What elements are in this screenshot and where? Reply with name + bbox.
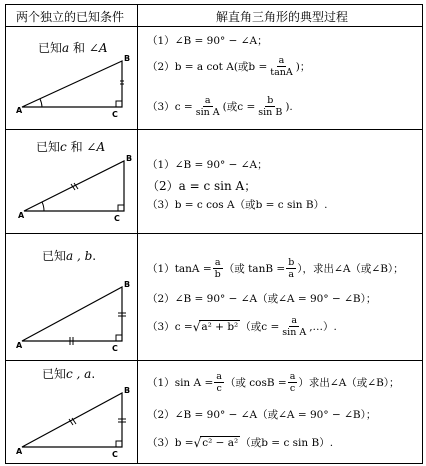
solution-table [5,4,423,464]
condition-row-1: 已知a 和 ∠A [38,41,108,55]
step-3-3: （3） c = √ a² + b² （或c = $\frac{a}{\text{sin A}}$ ,…）. [147,315,337,338]
step-2-2: （2） a = c sin A； [147,179,257,193]
row-divider [6,360,422,361]
triangle-diagram-3 [16,280,131,353]
row-divider [6,233,422,234]
triangle-diagram-2 [18,154,133,223]
step-3-2: （2） ∠B = 90° − ∠A（或∠A = 90° − ∠B）； [147,293,377,305]
step-2-1: （1） ∠B = 90° − ∠A； [147,159,268,171]
step-1-2: （2） b = a cot A(或b = $\frac{a}{\tan A}$ )； [147,55,311,78]
step-2-3: （3） b = c cos A（或b = c sin B）. [147,199,328,211]
step-4-1: （1） sin A = $\frac{a}{c}$ （或 cosB = $\frac{a}{c}$ ）求出∠A（或∠B）； [147,371,400,394]
condition-row-3: 已知a , b. [42,249,97,263]
condition-row-2: 已知c 和 ∠A [36,140,106,154]
column-divider [137,5,138,463]
vertex-b-label: B [124,386,131,395]
row-divider [6,129,422,130]
triangle-diagram-4 [16,386,131,459]
step-1-1: （1） ∠B = 90° − ∠A； [147,35,268,47]
vertex-a-label: A [18,211,25,220]
vertex-c-label: C [112,110,118,119]
vertex-b-label: B [126,154,133,163]
vertex-c-label: C [112,344,118,353]
step-4-3: （3） b = √ c² − a² （或b = c sin B）. [147,435,334,450]
step-1-3: （3） c = $\frac{a}{\text{sin A}}$ (或c = $\frac{b}{\text{sin B}}$ ). [147,95,293,118]
header-conditions: 两个独立的已知条件 [16,10,125,24]
vertex-c-label: C [114,214,120,223]
vertex-a-label: A [16,447,23,456]
triangle-diagram-1 [16,54,131,119]
vertex-b-label: B [124,54,131,63]
step-4-2: （2） ∠B = 90° − ∠A（或∠A = 90° − ∠B）； [147,409,377,421]
header-process: 解直角三角形的典型过程 [216,10,349,24]
vertex-a-label: A [16,341,23,350]
header-divider [6,26,422,27]
vertex-b-label: B [124,280,131,289]
condition-row-4: 已知c , a. [42,367,96,381]
step-3-1: （1） tanA = $\frac{a}{b}$ （或 tanB = $\frac{b}{a}$ ），求出∠A（或∠B）； [147,257,404,280]
vertex-c-label: C [112,450,118,459]
vertex-a-label: A [16,106,23,115]
